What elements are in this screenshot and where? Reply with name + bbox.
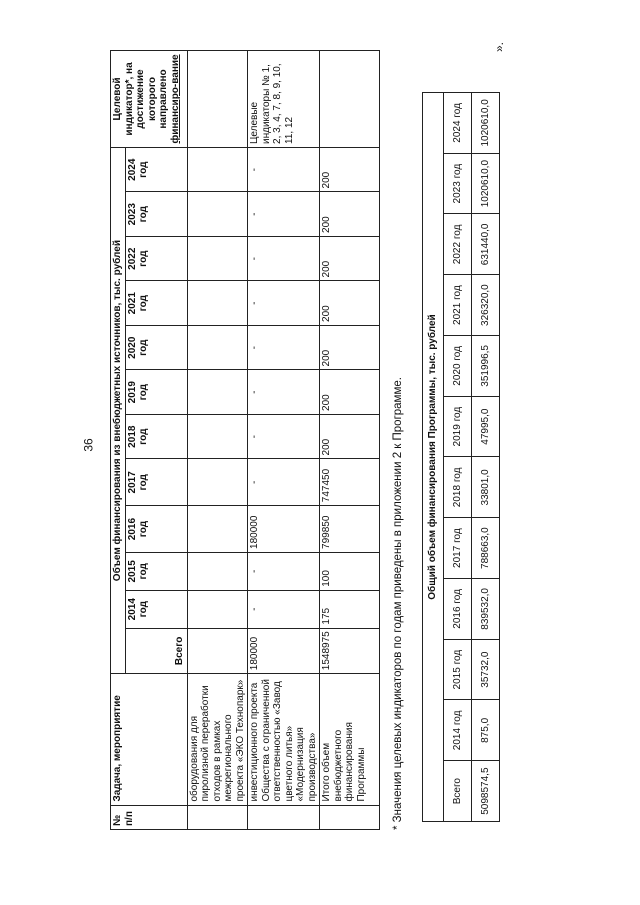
row-value: -	[248, 147, 320, 192]
row-value: -	[248, 325, 320, 370]
total-value: 788663,0	[472, 518, 500, 579]
header-task: Задача, мероприятие	[111, 674, 188, 805]
row-value	[187, 552, 248, 590]
row-value: 747450	[320, 459, 380, 506]
total-value: 1020610,0	[472, 153, 500, 214]
row-value: 200	[320, 192, 380, 237]
header-year: 2024 год	[125, 147, 187, 192]
row-indicator	[320, 51, 380, 148]
row-value: 200	[320, 414, 380, 459]
row-value	[187, 325, 248, 370]
row-task: инвестиционного проекта Общества с ограниченной ответственностью «Завод цветного литья» «Модернизация производства»	[248, 674, 320, 805]
row-total: 1548975	[320, 628, 380, 674]
total-value: 5098574,5	[472, 761, 500, 822]
row-value: 200	[320, 325, 380, 370]
header-total: Всего	[125, 628, 187, 674]
header-year: 2017 год	[125, 459, 187, 506]
row-value: -	[248, 370, 320, 415]
total-value: 326320,0	[472, 275, 500, 336]
total-value: 33801,0	[472, 457, 500, 518]
header-indicator-text: Целевой индикатор*, на достижение которого направлено	[112, 62, 169, 136]
header-year: 2020 год	[125, 325, 187, 370]
total-header: 2022 год	[444, 214, 472, 275]
row-value: -	[248, 590, 320, 628]
row-value: -	[248, 414, 320, 459]
total-value: 47995,0	[472, 396, 500, 457]
header-year: 2019 год	[125, 370, 187, 415]
header-year: 2021 год	[125, 281, 187, 326]
header-year: 2014 год	[125, 590, 187, 628]
row-value	[187, 370, 248, 415]
total-header: 2024 год	[444, 93, 472, 154]
row-value: 200	[320, 370, 380, 415]
row-num	[248, 805, 320, 829]
header-year: 2022 год	[125, 236, 187, 281]
header-year: 2016 год	[125, 506, 187, 553]
row-num	[320, 805, 380, 829]
total-value: 1020610,0	[472, 93, 500, 154]
row-value: 799850	[320, 506, 380, 553]
rotated-page-content	[110, 41, 510, 830]
total-header: 2014 год	[444, 700, 472, 761]
total-header: 2017 год	[444, 518, 472, 579]
row-value: 200	[320, 147, 380, 192]
row-value: 200	[320, 236, 380, 281]
row-value	[187, 192, 248, 237]
row-value	[187, 147, 248, 192]
total-value: 875,0	[472, 700, 500, 761]
row-value: -	[248, 236, 320, 281]
page-number: 36	[81, 438, 96, 452]
row-value: 100	[320, 552, 380, 590]
row-value: 175	[320, 590, 380, 628]
row-num	[187, 805, 248, 829]
row-task: оборудования для пиролизной переработки отходов в рамках межрегионального проекта «ЭКО Технопарк»	[187, 674, 248, 805]
total-header: 2018 год	[444, 457, 472, 518]
footnote: * Значения целевых индикаторов по годам приведены в приложении 2 к Программе.	[392, 377, 404, 830]
row-value: -	[248, 281, 320, 326]
header-year: 2023 год	[125, 192, 187, 237]
row-value: -	[248, 192, 320, 237]
row-value: 200	[320, 281, 380, 326]
total-value: 839532,0	[472, 579, 500, 640]
row-value	[187, 281, 248, 326]
closing-quote-mark: ».	[492, 41, 506, 52]
header-funding: Объем финансирования из внебюджетных источников, тыс. рублей	[111, 147, 126, 673]
table-row	[187, 51, 248, 830]
total-value: 35732,0	[472, 639, 500, 700]
row-value	[187, 236, 248, 281]
total-header: 2019 год	[444, 396, 472, 457]
total-value: 631440,0	[472, 214, 500, 275]
header-year: 2018 год	[125, 414, 187, 459]
row-value	[187, 506, 248, 553]
row-indicator	[187, 51, 248, 148]
row-indicator: Целевые индикаторы № 1, 2, 3, 4, 7, 8, 9, 10, 11, 12	[248, 51, 320, 148]
row-value: -	[248, 552, 320, 590]
total-header: 2020 год	[444, 336, 472, 397]
row-value	[187, 590, 248, 628]
header-indicator	[111, 51, 188, 148]
total-header: 2015 год	[444, 639, 472, 700]
table-row	[248, 51, 320, 830]
row-task: Итого объем внебюджетного финансирования Программы	[320, 674, 380, 805]
row-value: -	[248, 459, 320, 506]
total-header: Всего	[444, 761, 472, 822]
header-num: № п/п	[111, 805, 188, 829]
total-funding-table	[422, 92, 500, 822]
total-header: 2023 год	[444, 153, 472, 214]
total-table-title: Общий объем финансирования Программы, тыс. рублей	[423, 93, 444, 822]
funding-table	[110, 50, 380, 830]
header-year: 2015 год	[125, 552, 187, 590]
row-value	[187, 414, 248, 459]
header-indicator-underlined: финансиро-вание	[169, 54, 181, 144]
total-header: 2021 год	[444, 275, 472, 336]
row-total	[187, 628, 248, 674]
row-total: 180000	[248, 628, 320, 674]
total-value: 351996,5	[472, 336, 500, 397]
total-header: 2016 год	[444, 579, 472, 640]
table-row	[320, 51, 380, 830]
row-value	[187, 459, 248, 506]
row-value: 180000	[248, 506, 320, 553]
